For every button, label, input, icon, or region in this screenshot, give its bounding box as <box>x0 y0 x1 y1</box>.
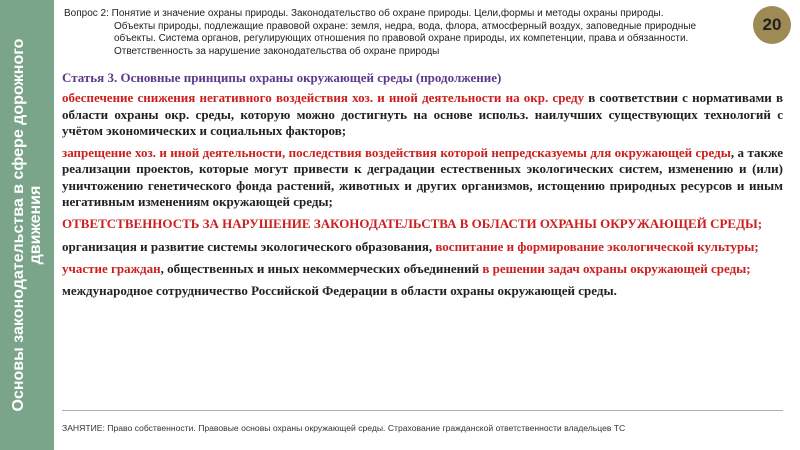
question-header <box>64 8 714 58</box>
principle-4-text: организация и развитие системы экологического образования, <box>62 238 436 254</box>
sidebar <box>0 0 54 450</box>
principle-5-highlight-2: в решении задач охраны окружающей среды; <box>482 260 751 276</box>
footer-lesson: ЗАНЯТИЕ: Право собственности. Правовые основы охраны окружающей среды. Страхование гражданской ответственности владельцев ТС <box>62 423 626 433</box>
principle-item-5 <box>62 261 783 277</box>
principle-5-highlight-1: участие граждан <box>62 260 161 276</box>
principle-2-text: , а также реализации проектов, которые могут привести к деградации естественных экологических систем, изменению и (или) уничтожению генетического фонда растений, животных и других организмов, истощению природных ресурсов и иным негативным изменениям окружающей среды; <box>62 145 784 210</box>
principle-item-2 <box>62 145 783 210</box>
principle-item-6: международное сотрудничество Российской Федерации в области охраны окружающей среды. <box>62 283 617 299</box>
sidebar-title: Основы законодательства в сфере дорожного движения <box>10 38 44 412</box>
principle-2-highlight: запрещение хоз. и иной деятельности, последствия воздействия которой непредсказуемы для окружающей среды <box>62 145 731 161</box>
question-line-1: Вопрос 2: Понятие и значение охраны природы. Законодательство об охране природы. Цели,формы и методы охраны природы. <box>64 8 664 19</box>
principle-5-text: , общественных и иных некоммерческих объединений <box>160 260 483 276</box>
footer-divider <box>62 410 783 411</box>
principle-4-highlight: воспитание и формирование экологической культуры; <box>435 238 759 254</box>
principle-1-highlight: обеспечение снижения негативного воздействия хоз. и иной деятельности на окр. среду <box>62 90 585 106</box>
principle-item-1 <box>62 90 783 139</box>
principle-3-highlight: ОТВЕТСТВЕННОСТЬ ЗА НАРУШЕНИЕ ЗАКОНОДАТЕЛЬСТВА В ОБЛАСТИ ОХРАНЫ ОКРУЖАЮЩЕЙ СРЕДЫ; <box>62 216 763 232</box>
article-heading: Статья 3. Основные принципы охраны окружающей среды (продолжение) <box>62 70 502 85</box>
principle-item-4 <box>62 239 783 255</box>
principle-item-3 <box>62 216 783 232</box>
slide-number-badge: 20 <box>753 6 791 44</box>
principle-1-text: в соответствии с нормативами в области охраны окр. среды, которую можно достигнуть на основе использ. наилучших существующих технологий с учётом экономических и социальных факторов; <box>62 90 783 138</box>
slide-content <box>62 70 783 306</box>
question-line-2: Объекты природы, подлежащие правовой охране: земля, недра, вода, флора, атмосферный воздух, заповедные природные объекты. Система органов, регулирующих отношения по правовой охране природы, их компетенции, права и обязанности. Ответственность за нарушение законодательства об охране природы <box>114 20 697 57</box>
